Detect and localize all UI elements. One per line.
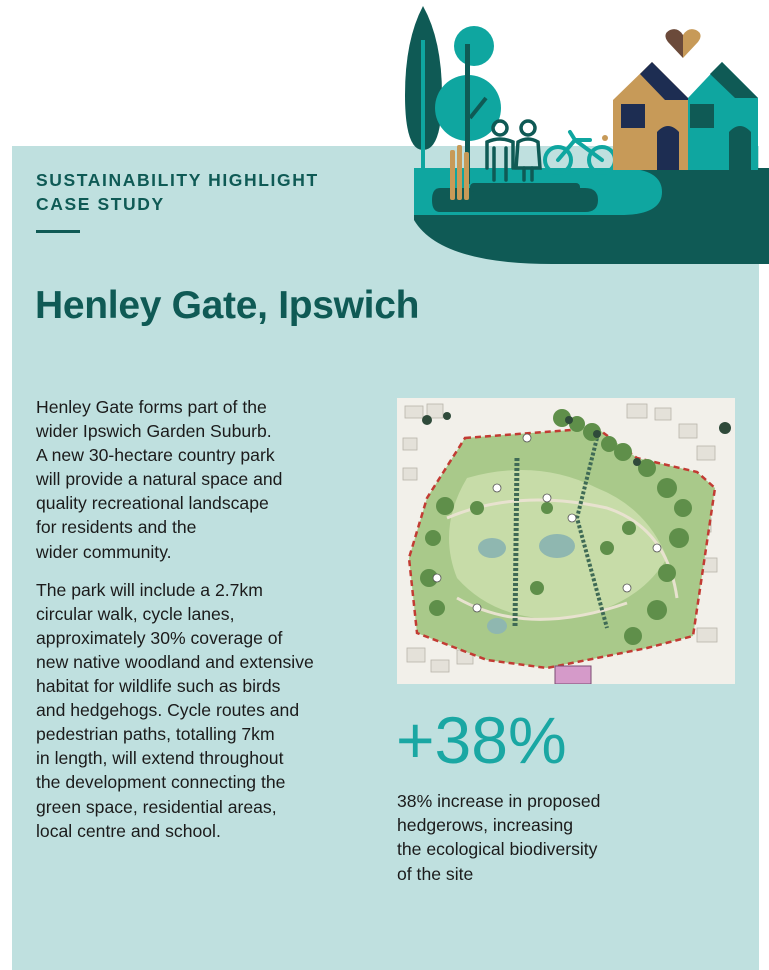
heart-icon	[665, 29, 683, 58]
reeds	[450, 145, 469, 200]
paragraph-2: The park will include a 2.7km circular walk, cycle lanes, approximately 30% coverage of new native woodland and extensive habitat for wildlife such as birds and hedgehogs. Cycle routes and pedestrian paths, totalling 7km in length, will extend throughout the development connecting the green space, residential areas, local centre and school.	[36, 579, 314, 841]
paragraph-1: Henley Gate forms part of the wider Ipswich Garden Suburb. A new 30-hectare country park will provide a natural space and quality recreational landscape for residents and the wider community.	[36, 397, 283, 562]
highlight-stat: +38%	[396, 703, 567, 777]
highlight-caption: 38% increase in proposed hedgerows, increasing the ecological biodiversity of the site	[397, 791, 601, 884]
page-title: Henley Gate, Ipswich	[35, 284, 420, 327]
school-building	[555, 666, 591, 684]
park-community-illustration	[400, 0, 769, 270]
round-tree-small	[454, 26, 494, 66]
body-text	[36, 395, 366, 857]
masterplan-map-image	[397, 398, 735, 684]
kicker-underline	[36, 230, 80, 233]
section-kicker: SUSTAINABILITY HIGHLIGHT CASE STUDY	[36, 170, 319, 214]
